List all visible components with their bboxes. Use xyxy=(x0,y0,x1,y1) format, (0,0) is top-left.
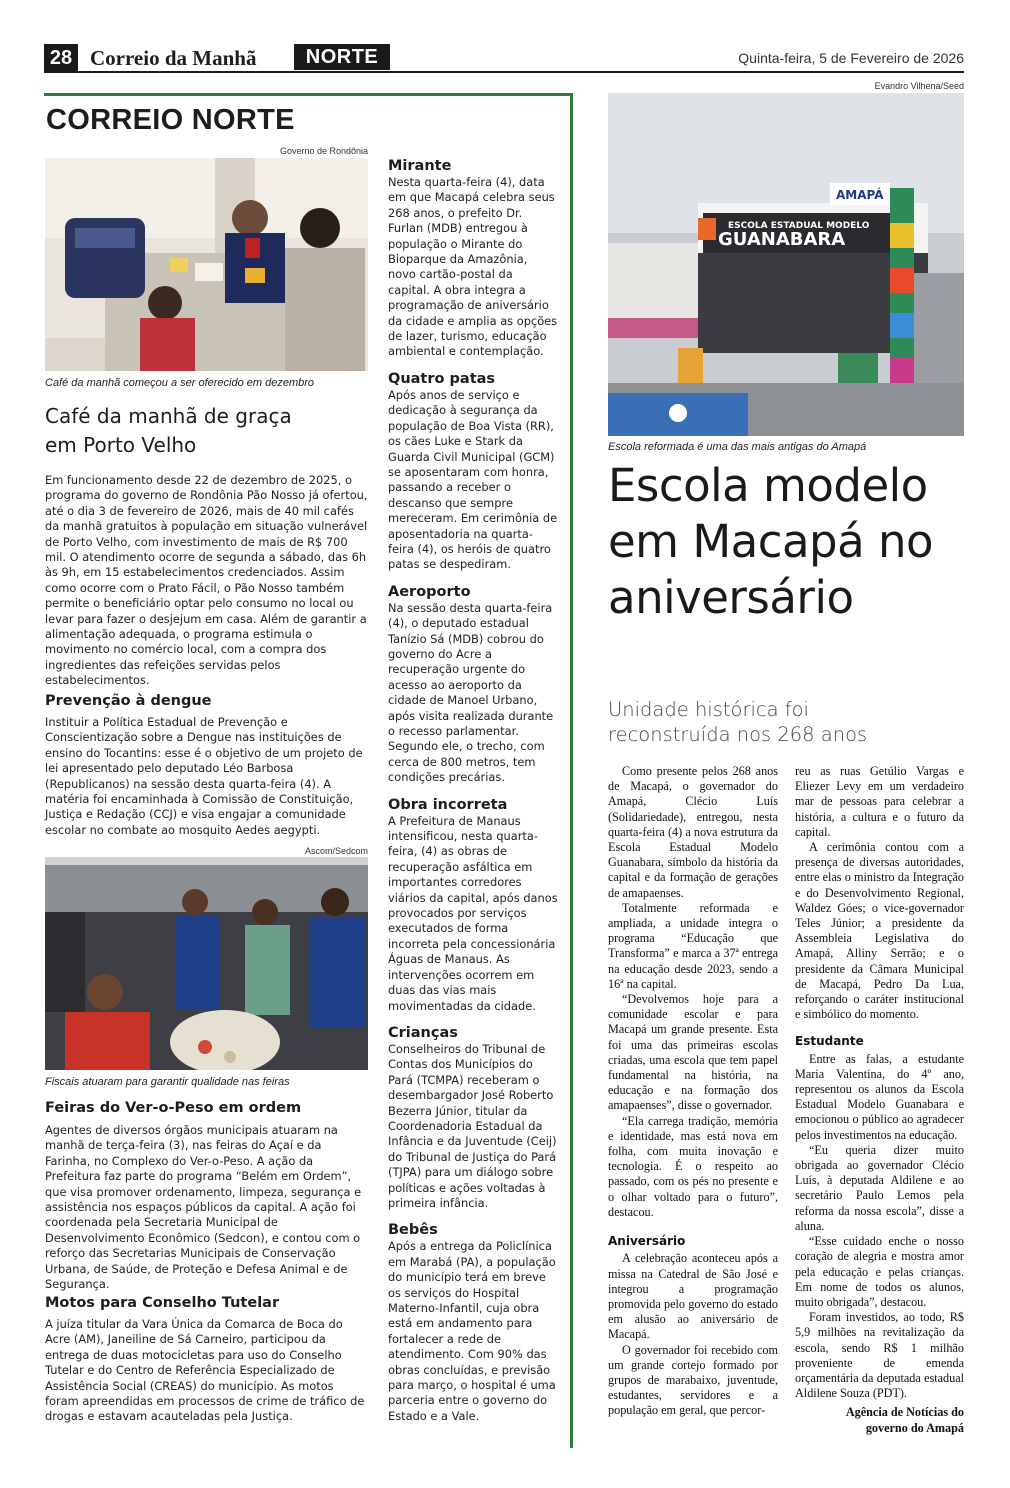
main-headline: Escola modelo em Macapá no aniversário xyxy=(608,459,934,624)
note-title: Obra incorreta xyxy=(388,796,508,813)
paragraph: “Ela carrega tradição, memória e identidade, mas está nova em folha, com muita inovação e tecnologia. É o respeito ao passado, com os pés no presente e o olhar voltado para o futuro”, destacou. xyxy=(608,1113,778,1219)
story-headline: Prevenção à dengue xyxy=(45,693,212,709)
story-headline: Motos para Conselho Tutelar xyxy=(45,1295,280,1311)
note xyxy=(388,1024,558,1211)
note-title: Quatro patas xyxy=(388,370,496,387)
paragraph: O governador foi recebido com um grande cortejo formado por grupos de marabaixo, juventude, estudantes, servidores e a população em geral, que percor- xyxy=(608,1342,778,1418)
main-story-column-1 xyxy=(608,764,778,1419)
paragraph: “Esse cuidado enche o nosso coração de alegria e mostra amor pela educação e pelas crianças. Em nome de todos os alunos, muito obrigada”, destacou. xyxy=(795,1234,964,1309)
note-title: Aeroporto xyxy=(388,583,471,600)
story-body: Em funcionamento desde 22 de dezembro de 2025, o programa do governo de Rondônia Pão Nosso já ofertou, até o dia 3 de fevereiro de 2026, mais de 40 mil cafés da manhã gratuitos à população em situação vulnerável de Porto Velho, com investimento de mais de R$ 700 mil. O atendimento ocorre de segunda a sábado, das 6h às 9h, em 15 estabelecimentos credenciados. Assim como ocorre com o Prato Fácil, o Pão Nosso também permite o beneficiário optar pelo consumo no local ou levar para fazer o desjejum em casa. Além de garantir a alimentação adequada, o programa estimula o movimento no comércio local, com a compra dos ingredientes das refeições servidas pelos estabelecimentos. xyxy=(45,473,368,688)
note xyxy=(388,370,558,573)
green-rule-vertical xyxy=(570,93,573,1448)
story-body: Instituir a Política Estadual de Prevenção e Conscientização sobre a Dengue nas instituições de ensino do Tocantins: esse é o objetivo de um projeto de lei apresentado pelo deputado Léo Barbosa (Republicanos) na sessão desta quarta-feira (4). A matéria foi encaminhada à Comissão de Constituição, Justiça e Redação (CCJ) e visa engajar a comunidade escolar no combate ao mosquito Aedes aegypti. xyxy=(45,715,363,837)
green-rule-top xyxy=(44,93,572,96)
sign-small-text: ESCOLA ESTADUAL MODELO xyxy=(728,221,870,231)
paragraph: Como presente pelos 268 anos de Macapá, o governador do Amapá, Clécio Luís (Solidariedade), entregou, nesta quarta-feira (4) a nova estrutura da Escola Estadual Modelo Guanabara, símbolo da história da capital e da formação de gerações de amapaenses. xyxy=(608,764,778,900)
paragraph: Entre as falas, a estudante Maria Valentina, do 4º ano, representou os alunos da Escola Estadual Modelo Guanabara e emocionou o público ao agradecer pelos investimentos na educação. xyxy=(795,1051,964,1142)
subheading: Aniversário xyxy=(608,1234,686,1249)
note-body: Conselheiros do Tribunal de Contas dos Municípios do Pará (TCMPA) receberam o desembargador José Roberto Bezerra Júnior, titular da Coordenadoria Estadual da Infância e da Juventude (Ceij) do Tribunal de Justiça do Pará (TJPA) para um diálogo sobre políticas e ações voltadas à primeira infância. xyxy=(388,1041,557,1210)
note-title: Crianças xyxy=(388,1024,458,1041)
main-story-column-2 xyxy=(795,764,964,1436)
note-body: Nesta quarta-feira (4), data em que Macapá celebra seus 268 anos, o prefeito Dr. Furlan (MDB) entregou à população o Mirante do Bioparque da Amazônia, novo cartão-postal da capital. A obra integra a programação de aniversário da cidade e amplia as opções de lazer, turismo, educação ambiental e contemplação. xyxy=(388,175,558,359)
sign-big-text: GUANABARA xyxy=(718,229,846,250)
market-photo xyxy=(45,857,368,1070)
photo-credit: Ascom/Sedcom xyxy=(304,846,368,856)
paragraph: Totalmente reformada e ampliada, a unidade integra o programa “Educação que Transforma” e marca a 37ª entrega na educação desde 2023, sendo a 16ª na capital. xyxy=(608,900,778,991)
notes-column xyxy=(388,157,558,1424)
section-title: CORREIO NORTE xyxy=(46,104,295,136)
note-body: Na sessão desta quarta-feira (4), o deputado estadual Tanízio Sá (MDB) cobrou do governo do Acre a recuperação urgente do acesso ao aeroporto da cidade de Manoel Urbano, após visita realizada durante o recesso parlamentar. Segundo ele, o trecho, com cerca de 800 metros, tem condições precárias. xyxy=(388,600,554,785)
photo-caption: Escola reformada é uma das mais antigas do Amapá xyxy=(608,441,867,453)
story-headline: Café da manhã de graça em Porto Velho xyxy=(45,404,292,457)
header-rule xyxy=(44,71,964,73)
photo-caption: Fiscais atuaram para garantir qualidade nas feiras xyxy=(45,1076,290,1088)
note xyxy=(388,583,558,786)
note xyxy=(388,1221,558,1424)
photo-credit: Governo de Rondônia xyxy=(279,146,368,156)
byline: Agência de Notícias do governo do Amapá xyxy=(845,1405,964,1435)
photo-caption: Café da manhã começou a ser oferecido em dezembro xyxy=(45,377,315,389)
note-title: Bebês xyxy=(388,1222,438,1239)
note-title: Mirante xyxy=(388,158,452,174)
logo-text: AMAPÁ xyxy=(836,188,884,202)
note xyxy=(388,157,558,360)
photo-credit: Evandro Vilhena/Seed xyxy=(874,81,964,91)
paragraph: reu as ruas Getúlio Vargas e Eliezer Levy em um verdadeiro mar de pessoas para celebrar a história, a cultura e o futuro da capital. xyxy=(795,764,964,839)
note xyxy=(388,796,558,1014)
subheading: Estudante xyxy=(795,1034,864,1049)
sub-headline: Unidade histórica foi reconstruída nos 268 anos xyxy=(608,698,868,746)
story-body: Agentes de diversos órgãos municipais atuaram na manhã de terça-feira (3), nas feiras do Açaí e da Farinha, no Complexo do Ver-o-Peso. A ação da Prefeitura faz parte do programa “Belém em Ordem”, que visa promover ordenamento, limpeza, segurança e assistência nos espaços públicos da capital. A ação foi coordenada pela Secretaria Municipal de Desenvolvimento Econômico (Sedcon), e contou com o reforço das Secretarias Municipais de Conservação Urbana, de Saúde, de Proteção e Defesa Animal e de Segurança. xyxy=(45,1123,362,1292)
paragraph: A cerimônia contou com a presença de diversas autoridades, entre elas o ministro da Integração e do Desenvolvimento Regional, Waldez Góes; o vice-governador Teles Júnior; a presidente da Assembleia Legislativa do Amapá, Alliny Serrão; e o presidente da Câmara Municipal de Macapá, Pedro Da Lua, reforçando o caráter institucional e simbólico do momento. xyxy=(795,840,964,1022)
paper-name: Correio da Manhã xyxy=(90,46,257,70)
paragraph: “Devolvemos hoje para a comunidade escolar e para Macapá um grande presente. Esta foi uma das primeiras escolas criadas, uma escola que tem papel fundamental na história, na educação e na formação dos amapaenses”, disse o governador. xyxy=(608,992,778,1113)
paragraph: Foram investidos, ao todo, R$ 5,9 milhões na revitalização da escola, sendo R$ 1 milhão proveniente de emenda orçamentária da deputada estadual Aldilene Souza (PDT). xyxy=(795,1310,964,1401)
breakfast-photo xyxy=(45,158,368,371)
paragraph: A celebração aconteceu após a missa na Catedral de São José e integrou a programação promovida pelo governo do estado em alusão ao aniversário de Macapá. xyxy=(608,1251,778,1342)
note-body: Após anos de serviço e dedicação à segurança da população de Boa Vista (RR), os cães Luke e Stark da Guarda Civil Municipal (GCM) se aposentaram com honra, passando a receber o descanso que sempre mereceram. Em cerimônia de aposentadoria na quarta-feira (4), os heróis de quatro patas se despediram. xyxy=(388,387,558,572)
note-body: Após a entrega da Policlínica em Marabá (PA), a população do município terá em breve os serviços do Hospital Materno-Infantil, cuja obra está em andamento para fortalecer a rede de atendimento. Com 90% das obras concluídas, e previsão para março, o hospital é uma parceria entre o governo do Estado e a Vale. xyxy=(388,1239,556,1423)
paragraph: “Eu queria dizer muito obrigada ao governador Clécio Luís, à deputada Aldilene e ao secretário Paulo Lemos pela reforma da nossa escola”, disse a aluna. xyxy=(795,1142,964,1233)
page-number: 28 xyxy=(44,44,78,72)
school-photo xyxy=(608,93,964,436)
section-label: NORTE xyxy=(294,44,390,70)
story-headline: Feiras do Ver-o-Peso em ordem xyxy=(45,1100,302,1116)
date-line: Quinta-feira, 5 de Fevereiro de 2026 xyxy=(738,50,964,66)
story-body: A juíza titular da Vara Única da Comarca de Boca do Acre (AM), Janeiline de Sá Carneiro, participou da entrega de duas motocicletas para uso do Conselho Tutelar e do Centro de Referência Especializado de Assistência Social (CREAS) do município. As motos foram apreendidas em processos de crime de tráfico de drogas e estavam acauteladas pela Justiça. xyxy=(45,1317,365,1424)
note-body: A Prefeitura de Manaus intensificou, nesta quarta-feira, (4) as obras de recuperação asfáltica em importantes corredores viários da capital, após danos provocados por serviços executados de forma incorreta pela concessionária Águas de Manaus. As intervenções ocorrem em duas das vias mais movimentadas da cidade. xyxy=(388,813,558,1013)
